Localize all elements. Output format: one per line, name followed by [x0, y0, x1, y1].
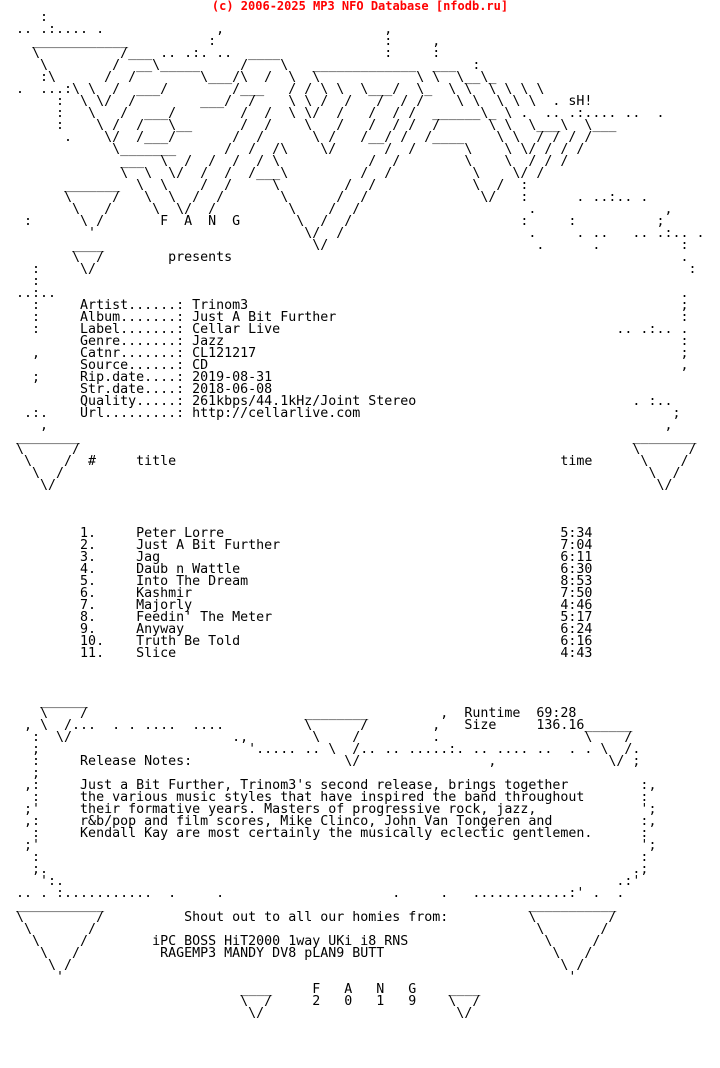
nfo-line: \ / presents . [0, 250, 689, 265]
nfo-line: \ / ________ , Runtime 69:28 [0, 706, 577, 721]
nfo-line: ________ ________ [0, 430, 697, 445]
nfo-line: : Artist......: Trinom3 ; [0, 298, 689, 313]
nfo-line: 7. Majorly 4:46 [0, 598, 593, 613]
nfo-line: Source......: CD , [0, 358, 689, 373]
nfo-line: ;. .; [0, 862, 649, 877]
nfo-line: _______ \ \ / / \ / / \ / : [0, 178, 529, 193]
nfo-line: ,: Just a Bit Further, Trinom3's second release, brings together :, [0, 778, 657, 793]
nfo-line: .. .:.... . , , [0, 22, 393, 37]
nfo-line: \ / iPC BOSS HiT2000 1way UKi i8 RNS \ / [0, 934, 601, 949]
nfo-line: : the various music styles that have inspired the band throughout : [0, 790, 649, 805]
nfo-line: : \ / F A N G \ / / : : ; [0, 214, 665, 229]
nfo-line: : Album.......: Just A Bit Further : [0, 310, 689, 325]
nfo-line: : [0, 274, 41, 289]
nfo-line: \_______ / / /\ \/ / / \ \ \/ / / / [0, 142, 585, 157]
nfo-ascii-art-document [0, 12, 704, 1020]
nfo-line: ______ [0, 694, 89, 709]
nfo-line: 8. Feedin' The Meter 5:17 [0, 610, 593, 625]
nfo-line: 6. Kashmir 7:50 [0, 586, 593, 601]
nfo-line: : : [0, 850, 649, 865]
nfo-line: : \ / / \__ / / \ / / / / / \ \ \___\ \___ [0, 118, 617, 133]
nfo-line: Str.date....: 2018-06-08 [0, 382, 273, 397]
nfo-line: \/ \/ [0, 478, 673, 493]
nfo-line: .. . :........... . . . . ............:' . . [0, 886, 625, 901]
nfo-line: \/ \/ [0, 1006, 473, 1021]
nfo-line: ;' '; [0, 838, 657, 853]
nfo-line: \ / \ / [0, 958, 585, 973]
nfo-line: ' \/ / . . .. .. .:.. . [0, 226, 705, 241]
nfo-line: 3. Jag 6:11 [0, 550, 593, 565]
nfo-line: \ / RAGEMP3 MANDY DV8 pLAN9 BUTT \ / [0, 946, 593, 961]
nfo-line: ..:.. . [0, 286, 689, 301]
nfo-line: : \/ : [0, 262, 697, 277]
nfo-line: 9. Anyway 6:24 [0, 622, 593, 637]
nfo-line: \ /___ .. .:. .. ____ : : [0, 46, 441, 61]
nfo-line: 4. Daub n Wattle 6:30 [0, 562, 593, 577]
nfo-line: \ / 2 0 1 9 \ / [0, 994, 481, 1009]
nfo-line: Quality.....: 261kbps/44.1kHz/Joint Stereo . :.. [0, 394, 673, 409]
nfo-line: : \ / ___/ / / \ \/ / / / / ______\_ \ . .. .:.... .. . [0, 106, 665, 121]
nfo-line: : [0, 10, 49, 25]
nfodb-banner: (c) 2006-2025 MP3 NFO Database [nfodb.ru] [211, 0, 509, 13]
nfo-line: 1. Peter Lorre 5:34 [0, 526, 593, 541]
nfo-line: \ / \ \ / / \ / / \/ : . ..:.. . [0, 190, 649, 205]
nfo-line: \ / \ / [0, 466, 681, 481]
nfo-line: ___________ ___________ [0, 898, 617, 913]
nfo-line: , Catnr.......: CL121217 ; [0, 346, 689, 361]
nfo-line: :\ / / \___/\ / \ \ \ \ \__\_ [0, 70, 497, 85]
nfo-line: Genre.......: Jazz : [0, 334, 689, 349]
nfo-line: ;' their formative years. Masters of progressive rock, jazz, '; [0, 802, 657, 817]
nfo-line: \ / \ \/ / \ / / . , [0, 202, 673, 217]
nfo-line: 5. Into The Dream 8:53 [0, 574, 593, 589]
nfo-line: : Release Notes: \/ , \/ ; [0, 754, 641, 769]
nfo-line: \ \ \/ / / /___\ / / \ \/ / [0, 166, 545, 181]
nfo-line: \ / __\_____ / \ _____________ ___ : [0, 58, 481, 73]
nfo-line: 2. Just A Bit Further 7:04 [0, 538, 593, 553]
nfo-line: ; [0, 766, 41, 781]
nfo-line: , \ /... . . .... .... \ / , Size 136.16______ [0, 718, 633, 733]
nfo-line: ____________ : : , [0, 34, 441, 49]
nfo-line: . ...:\ \ / ___/ /___ / / \ \ \___/ \_ \ \ \ \ \ \ [0, 82, 545, 97]
nfo-line: ':. .:' [0, 874, 641, 889]
nfo-line: ' ' [0, 970, 577, 985]
nfo-line: \ / # title time \ / [0, 454, 689, 469]
nfo-line: \ / \ / [0, 922, 609, 937]
nfo-line: , , [0, 418, 673, 433]
nfo-line: .:. Url.........: http://cellarlive.com ; [0, 406, 681, 421]
nfo-line: ____ F A N G ____ [0, 982, 481, 997]
nfo-line: 11. Slice 4:43 [0, 646, 593, 661]
nfo-line: 10. Truth Be Told 6:16 [0, 634, 593, 649]
nfo-line: ___ \ / / / / \ / / \ \ / / / [0, 154, 569, 169]
nfo-line: : Label.......: Cellar Live .. .:.. . [0, 322, 689, 337]
nfo-line: . \/ /___/ / / \ / /__/ / /____ \ \ / / / / [0, 130, 593, 145]
nfo-line: : \/ ., \ / . \ / [0, 730, 633, 745]
nfo-line: : \ \/ / ___/ / \ \ / / / / / \ \ \ \ \ . sH! [0, 94, 593, 109]
nfo-line: ; Rip.date....: 2019-08-31 [0, 370, 273, 385]
nfo-line: ,: r&b/pop and film scores, Mike Clinco, John Van Tongeren and :, [0, 814, 657, 829]
nfo-line: ____ \/ . . : [0, 238, 689, 253]
nfo-line: \ / Shout out to all our homies from: \ / [0, 910, 617, 925]
nfo-line: : Kendall Kay are most certainly the musically eclectic gentlemen. : [0, 826, 649, 841]
nfo-line: \ / \ / [0, 442, 697, 457]
nfo-line: ; '..... .. \ /.. .. .....:. .. .... .. . . \ /. [0, 742, 641, 757]
